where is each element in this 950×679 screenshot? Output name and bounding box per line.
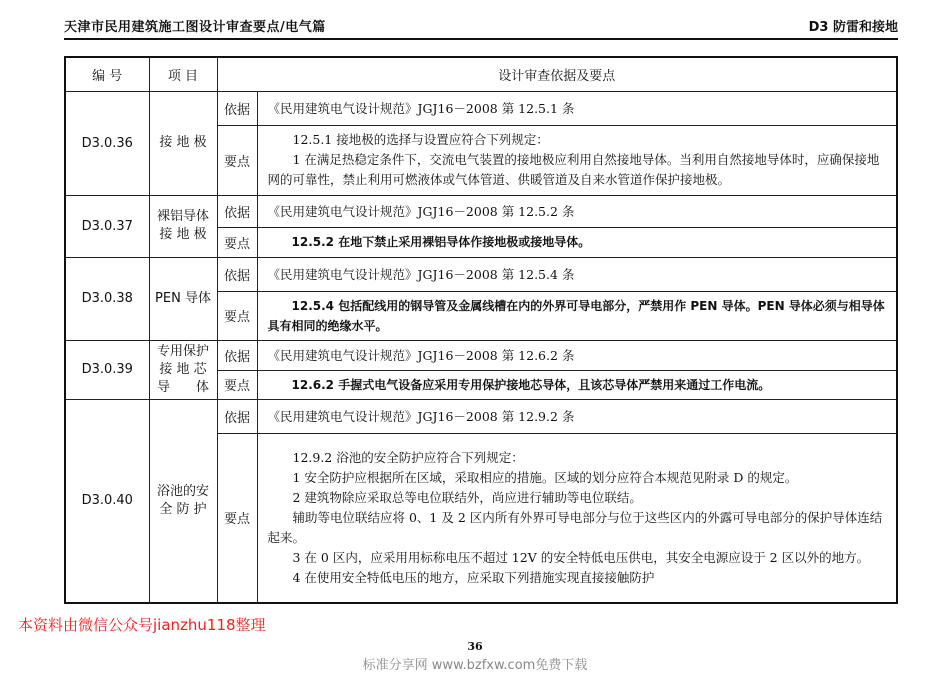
item-line: 专用保护 [156,343,209,359]
row-basis: 《民用建筑电气设计规范》JGJ16－2008 第 12.9.2 条 [257,399,897,433]
points-line: 1 安全防护应根据所在区域，采取相应的措施。区域的划分应符合本规范见附录 D 的规定。 [292,469,798,485]
points-line: 12.9.2 浴池的安全防护应符合下列规定： [292,449,524,465]
row-points [257,227,897,257]
row-code: D3.0.36 [65,91,149,195]
page-number: 36 [467,640,483,653]
item-line: 浴池的安 [156,483,209,499]
row-points [257,433,897,603]
row-item [149,257,217,340]
document-title: 天津市民用建筑施工图设计审查要点/电气篇 [64,20,326,35]
points-label: 要点 [217,433,257,603]
points-label: 要点 [217,227,257,257]
points-label: 要点 [217,291,257,340]
page-header [64,16,898,38]
row-basis: 《民用建筑电气设计规范》JGJ16－2008 第 12.6.2 条 [257,340,897,370]
points-line: 辅助等电位联结应将 0、1 及 2 区内所有外界可导电部分与位于这些区内的外露可导电部分的保护导体连结起来。 [267,509,883,545]
item-line: 接 地 芯 [159,361,207,377]
points-line: 12.5.1 接地极的选择与设置应符合下列规定： [292,132,549,147]
points-line: 12.5.2 在地下禁止采用裸铝导体作接地极或接地导体。 [291,235,591,249]
row-points [257,125,897,195]
row-code: D3.0.37 [65,195,149,257]
row-points [257,291,897,340]
row-basis: 《民用建筑电气设计规范》JGJ16－2008 第 12.5.4 条 [257,257,897,291]
points-line: 12.5.4 包括配线用的钢导管及金属线槽在内的外界可导电部分，严禁用作 PEN 导体。PEN 导体必须与相导体具有相同的绝缘水平。 [267,298,885,333]
basis-label: 依据 [217,340,257,370]
header-rule [64,38,898,40]
row-item [149,399,217,603]
item-line: PEN 导体 [155,290,211,306]
row-code: D3.0.40 [65,399,149,603]
section-title: D3 防雷和接地 [808,20,898,35]
row-item [149,195,217,257]
item-line: 接 地 极 [159,135,207,150]
watermark-text: 本资料由微信公众号jianzhu118整理 [18,616,266,634]
basis-label: 依据 [217,91,257,125]
points-line: 2 建筑物除应采取总等电位联结外，尚应进行辅助等电位联结。 [292,489,642,505]
header-code: 编 号 [65,57,149,91]
points-line: 12.6.2 手握式电气设备应采用专用保护接地芯导体，且该芯导体严禁用来通过工作电流。 [291,377,771,392]
points-line: 3 在 0 区内，应采用用标称电压不超过 12V 的安全特低电压供电，其安全电源应设于 2 区以外的地方。 [292,549,870,565]
item-line: 全 防 护 [159,501,207,517]
row-basis: 《民用建筑电气设计规范》JGJ16－2008 第 12.5.2 条 [257,195,897,227]
item-line: 裸铝导体 [156,209,209,224]
points-line: 1 在满足热稳定条件下，交流电气装置的接地极应利用自然接地导体。当利用自然接地导体时，应确保接地网的可靠性，禁止利用可燃液体或气体管道、供暖管道及自来水管道作保护接地极。 [267,152,880,187]
basis-label: 依据 [217,399,257,433]
table-header-row [65,57,897,91]
row-points [257,370,897,399]
item-line: 导 体 [156,379,209,395]
table-row [65,399,897,433]
row-item [149,340,217,399]
basis-label: 依据 [217,257,257,291]
header-content: 设计审查依据及要点 [217,57,897,91]
row-code: D3.0.39 [65,340,149,399]
row-item [149,91,217,195]
table-row [65,340,897,370]
row-basis: 《民用建筑电气设计规范》JGJ16－2008 第 12.5.1 条 [257,91,897,125]
points-line: 4 在使用安全特低电压的地方，应采取下列措施实现直接接触防护 [292,569,655,585]
basis-label: 依据 [217,195,257,227]
review-table [64,56,898,604]
row-code: D3.0.38 [65,257,149,340]
points-label: 要点 [217,125,257,195]
footer-text: 标准分享网 www.bzfxw.com免费下载 [362,658,588,673]
points-label: 要点 [217,370,257,399]
table-row [65,91,897,125]
table-row [65,257,897,291]
table-row [65,195,897,227]
item-line: 接 地 极 [159,227,207,242]
header-item: 项 目 [149,57,217,91]
